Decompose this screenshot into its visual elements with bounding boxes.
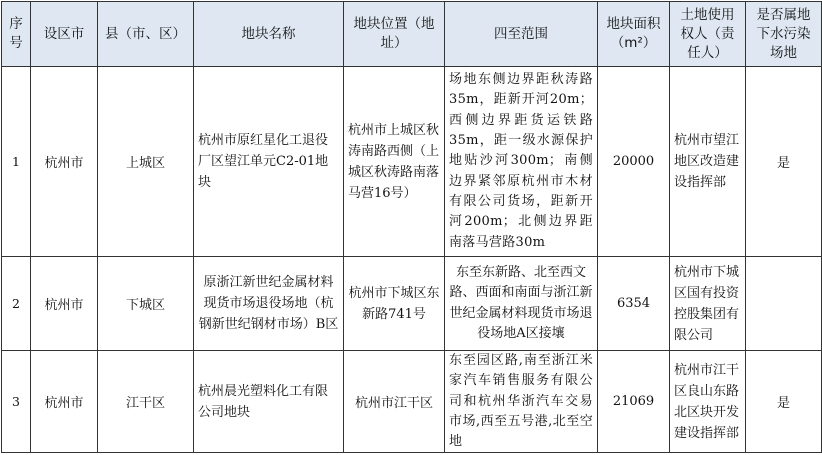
cell-city: 杭州市 [31, 351, 98, 453]
cell-county: 上城区 [98, 67, 194, 257]
header-location: 地块位置（地址） [344, 2, 445, 67]
header-county: 县（市、区） [98, 2, 194, 67]
header-bounds: 四至范围 [445, 2, 598, 67]
cell-location: 杭州市上城区秋涛南路西侧（上城区秋涛路南落马营16号） [344, 67, 445, 257]
cell-name: 杭州晨光塑料化工有限公司地块 [194, 351, 344, 453]
cell-bounds: 东至园区路,南至浙江米家汽车销售服务有限公司和杭州华浙汽车交易市场,西至五号港,北至空地 [445, 351, 598, 453]
cell-county: 江干区 [98, 351, 194, 453]
header-seq: 序号 [2, 2, 31, 67]
cell-bounds: 场地东侧边界距秋涛路35m，距新开河20m；西侧边界距货运铁路35m，距一级水源保护地贴沙河300m；南侧边界紧邻原杭州市木材有限公司货场，距新开河200m；北侧边界距南落马营路30m [445, 67, 598, 257]
cell-name: 原浙江新世纪金属材料现货市场退役场地（杭钢新世纪钢材市场）B区 [194, 257, 344, 351]
cell-owner: 杭州市望江地区改造建设指挥部 [670, 67, 746, 257]
header-owner: 土地使用权人（责任人） [670, 2, 746, 67]
cell-location: 杭州市江干区 [344, 351, 445, 453]
cell-owner: 杭州市江干区良山东路北区块开发建设指挥部 [670, 351, 746, 453]
cell-area: 20000 [598, 67, 670, 257]
table-row [2, 257, 822, 351]
cell-location: 杭州市下城区东新路741号 [344, 257, 445, 351]
table-row [2, 67, 822, 257]
cell-seq: 2 [2, 257, 31, 351]
cell-seq: 1 [2, 67, 31, 257]
cell-area: 6354 [598, 257, 670, 351]
cell-name: 杭州市原红星化工退役厂区望江单元C2-01地块 [194, 67, 344, 257]
cell-city: 杭州市 [31, 67, 98, 257]
cell-seq: 3 [2, 351, 31, 453]
cell-owner: 杭州市下城区国有投资控股集团有限公司 [670, 257, 746, 351]
header-groundwater: 是否属地下水污染场地 [746, 2, 822, 67]
contaminated-sites-table [1, 1, 822, 453]
cell-groundwater: 是 [746, 67, 822, 257]
cell-city: 杭州市 [31, 257, 98, 351]
table-row [2, 351, 822, 453]
header-name: 地块名称 [194, 2, 344, 67]
cell-county: 下城区 [98, 257, 194, 351]
cell-bounds: 东至东新路、北至西文路、西面和南面与浙江新世纪金属材料现货市场退役场地A区接壤 [445, 257, 598, 351]
header-city: 设区市 [31, 2, 98, 67]
cell-area: 21069 [598, 351, 670, 453]
cell-groundwater: 是 [746, 351, 822, 453]
cell-groundwater [746, 257, 822, 351]
header-row [2, 2, 822, 67]
header-area: 地块面积（m²） [598, 2, 670, 67]
